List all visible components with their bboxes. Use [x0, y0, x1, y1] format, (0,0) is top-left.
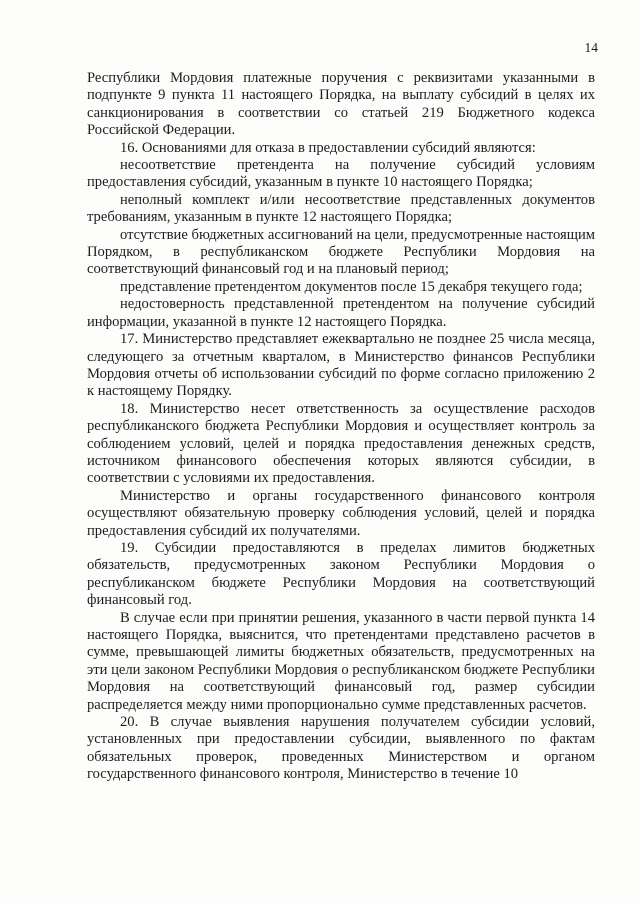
paragraph-16-item-1: несоответствие претендента на получение субсидий условиям предоставления субсидий, указанным в пункте 10 настоящего Порядка;: [87, 157, 595, 191]
page-number: 14: [584, 40, 598, 55]
paragraph-continuation: Республики Мордовия платежные поручения с реквизитами указанными в подпункте 9 пункта 11 настоящего Порядка, на выплату субсидий в целях их санкционирования в соответствии со статьей 219 Бюджетного кодекса Российской Федерации.: [87, 70, 595, 139]
document-body: [87, 70, 595, 784]
paragraph-18-part-2: Министерство и органы государственного финансового контроля осуществляют обязательную проверку соблюдения условий, целей и порядка предоставления субсидий их получателями.: [87, 487, 595, 539]
paragraph-20: 20. В случае выявления нарушения получателем субсидии условий, установленных при предоставлении субсидии, выявленного по фактам обязательных проверок, проведенных Министерством и органом государственного финансового контроля, Министерство в течение 10: [87, 714, 595, 783]
paragraph-16-item-5: недостоверность представленной претендентом на получение субсидий информации, указанной в пункте 12 настоящего Порядка.: [87, 296, 595, 330]
paragraph-19-part-2: В случае если при принятии решения, указанного в части первой пункта 14 настоящего Порядка, выяснится, что претендентами представлено расчетов в сумме, превышающей лимиты бюджетных обязательств, предусмотренных на эти цели законом Республики Мордовия о республиканском бюджете Республики Мордовия на соответствующий финансовый год, размер субсидии распределяется между ними пропорционально сумме представленных расчетов.: [87, 609, 595, 713]
paragraph-16-item-2: неполный комплект и/или несоответствие представленных документов требованиям, указанным в пункте 12 настоящего Порядка;: [87, 191, 595, 226]
paragraph-18: 18. Министерство несет ответственность за осуществление расходов республиканского бюджета Республики Мордовия и осуществляет контроль за соблюдением условий, целей и порядка предоставления денежных средств, источником финансового обеспечения которых являются субсидии, в соответствии с условиями их предоставления.: [87, 400, 595, 487]
paragraph-19: 19. Субсидии предоставляются в пределах лимитов бюджетных обязательств, предусмотренных законом Республики Мордовия о республиканском бюджете Республики Мордовия на соответствующий финансовый год.: [87, 539, 595, 609]
paragraph-16-item-3: отсутствие бюджетных ассигнований на цели, предусмотренные настоящим Порядком, в республиканском бюджете Республики Мордовия на соответствующий финансовый год и на плановый период;: [87, 226, 595, 278]
paragraph-16-heading: 16. Основаниями для отказа в предоставлении субсидий являются:: [120, 139, 536, 156]
paragraph-17: 17. Министерство представляет ежеквартально не позднее 25 числа месяца, следующего за отчетным кварталом, в Министерство финансов Республики Мордовия отчеты об использовании субсидий по форме согласно приложению 2 к настоящему Порядку.: [87, 331, 595, 400]
paragraph-16-item-4: представление претендентом документов после 15 декабря текущего года;: [120, 278, 583, 295]
